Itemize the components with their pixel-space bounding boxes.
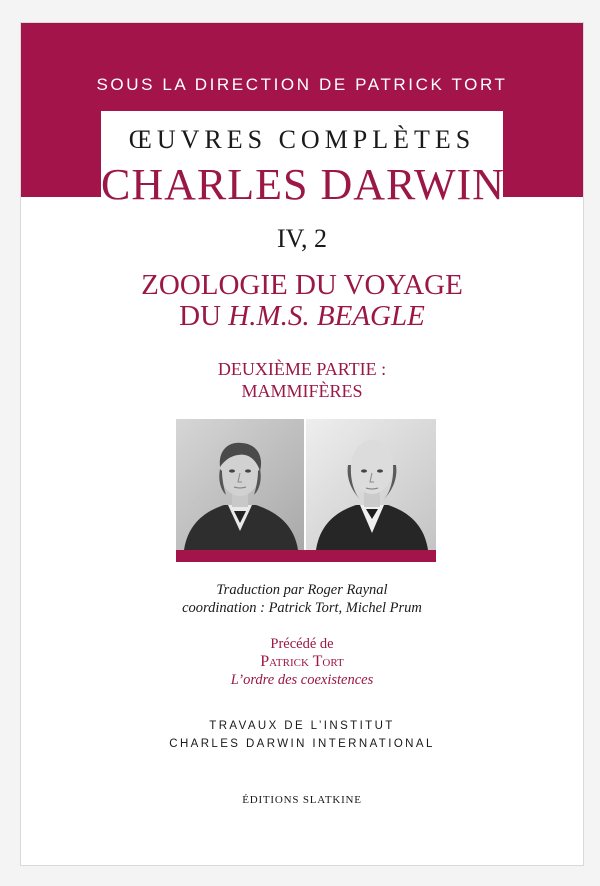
translation-credits — [21, 581, 583, 617]
book-subtitle — [21, 358, 583, 402]
preface-essay-title: L’ordre des coexistences — [230, 672, 374, 688]
institute-line1: TRAVAUX DE L’INSTITUT — [209, 720, 395, 732]
author-name: CHARLES DARWIN — [101, 160, 505, 209]
collection-title: ŒUVRES COMPLÈTES — [128, 125, 476, 154]
book-title-prefix: DU — [179, 300, 222, 332]
institute-series — [21, 717, 583, 753]
book-title-line2 — [21, 301, 583, 332]
book-title — [21, 270, 583, 332]
series-direction: SOUS LA DIRECTION DE PATRICK TORT — [96, 75, 508, 94]
volume-number: IV, 2 — [276, 224, 328, 253]
subtitle-line2: MAMMIFÈRES — [241, 381, 363, 401]
subtitle-line1: DEUXIÈME PARTIE : — [217, 359, 387, 379]
preface-label: Précédé de — [270, 636, 334, 652]
book-cover — [20, 22, 584, 866]
preface-block — [21, 635, 583, 689]
portraits-illustration — [176, 419, 436, 562]
ship-name: H.M.S. BEAGLE — [228, 300, 425, 332]
darwin-portrait — [176, 419, 304, 550]
waterhouse-portrait — [306, 419, 436, 550]
publisher-name: ÉDITIONS SLATKINE — [242, 794, 362, 806]
portrait-accent-bar — [176, 550, 436, 562]
preface-author: Patrick Tort — [260, 653, 344, 670]
institute-line2: CHARLES DARWIN INTERNATIONAL — [169, 738, 435, 750]
book-title-line1: ZOOLOGIE DU VOYAGE — [141, 269, 463, 301]
translator-line: Traduction par Roger Raynal — [216, 582, 388, 598]
coordination-line: coordination : Patrick Tort, Michel Prum — [182, 600, 422, 616]
